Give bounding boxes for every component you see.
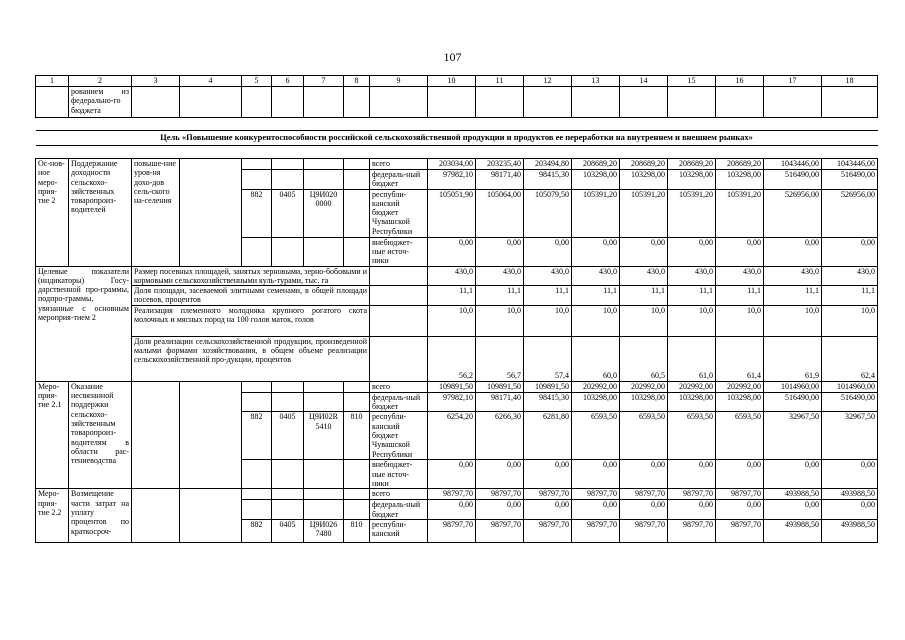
indicator-value: 11,1: [476, 286, 524, 306]
source-label: федераль-ный бюджет: [370, 170, 428, 190]
table-cell: [180, 87, 242, 118]
federal-value: 103298,00: [668, 392, 716, 412]
table-cell: [476, 87, 524, 118]
republic-value: 526956,00: [764, 189, 822, 237]
federal-value: 98415,30: [524, 392, 572, 412]
republic-value: 493988,50: [764, 519, 822, 542]
indicator-value: 430,0: [716, 266, 764, 286]
table-cell: [344, 170, 370, 190]
federal-value: 103298,00: [620, 392, 668, 412]
offbudget-value: 0,00: [476, 237, 524, 266]
event-label: Ос-нов-ное меро-прия-тие 2: [36, 159, 69, 267]
event-label: Меро-прия-тие 2.1: [36, 381, 69, 489]
total-value: 109891,50: [524, 381, 572, 392]
source-label: республи-канский: [370, 519, 428, 542]
federal-value: 516490,00: [822, 170, 878, 190]
table-cell: [822, 87, 878, 118]
table-cell: [180, 159, 242, 267]
grbs-code: 882: [242, 412, 272, 460]
vr-code: [344, 189, 370, 237]
page-number: 107: [443, 50, 462, 64]
republic-value: 6593,50: [620, 412, 668, 460]
column-number: 17: [764, 76, 822, 87]
republic-value: 32967,50: [764, 412, 822, 460]
table-cell: [242, 381, 272, 392]
source-label: внебюджет-ные источ-ники: [370, 460, 428, 489]
event-title: Поддержание доходности сельскохо-зяйственных товаропроиз-водителей: [69, 159, 132, 267]
csr-code: Ц9И020 0000: [304, 189, 344, 237]
table-cell: [36, 118, 878, 131]
total-value: 98797,70: [716, 489, 764, 500]
table-cell: [272, 159, 304, 170]
vr-code: 810: [344, 519, 370, 542]
source-label: всего: [370, 381, 428, 392]
offbudget-value: 0,00: [572, 237, 620, 266]
total-value: 98797,70: [524, 489, 572, 500]
indicator-value: 430,0: [668, 266, 716, 286]
indicator-value: 60,5: [620, 336, 668, 381]
indicator-value: 11,1: [668, 286, 716, 306]
table-cell: [428, 87, 476, 118]
offbudget-value: 0,00: [716, 460, 764, 489]
republic-value: 105391,20: [572, 189, 620, 237]
column-number: 18: [822, 76, 878, 87]
column-number: 14: [620, 76, 668, 87]
table-cell: [36, 87, 69, 118]
table-cell: [180, 489, 242, 543]
offbudget-value: 0,00: [716, 237, 764, 266]
table-cell: [716, 87, 764, 118]
federal-value: 103298,00: [572, 170, 620, 190]
offbudget-value: 0,00: [822, 237, 878, 266]
republic-value: 105051,90: [428, 189, 476, 237]
goal-row: [36, 131, 878, 146]
republic-value: 105079,50: [524, 189, 572, 237]
indicator-value: 11,1: [716, 286, 764, 306]
table-cell: [344, 500, 370, 520]
source-label: федераль-ный бюджет: [370, 500, 428, 520]
indicator-value: 10,0: [620, 305, 668, 336]
republic-value: 98797,70: [716, 519, 764, 542]
table-cell: [370, 87, 428, 118]
indicator-value: 430,0: [428, 266, 476, 286]
source-label: республи-канский бюджет Чувашской Республики: [370, 412, 428, 460]
total-value: 109891,50: [476, 381, 524, 392]
table-cell: [242, 170, 272, 190]
republic-value: 32967,50: [822, 412, 878, 460]
rzpr-code: 0405: [272, 189, 304, 237]
federal-value: 103298,00: [668, 170, 716, 190]
indicator-value: 10,0: [764, 305, 822, 336]
budget-table: [35, 75, 878, 543]
indicator-value: 57,4: [524, 336, 572, 381]
event-title: Оказание несвязанной поддержки сельскохо-зяйственным товаропроиз-водителям в области рас-тениеводства: [69, 381, 132, 489]
total-value: 208689,20: [620, 159, 668, 170]
indicator-value: 60,0: [572, 336, 620, 381]
table-cell: [572, 87, 620, 118]
column-number: 16: [716, 76, 764, 87]
column-number: 15: [668, 76, 716, 87]
table-cell: [272, 392, 304, 412]
table-cell: [344, 392, 370, 412]
republic-value: 98797,70: [620, 519, 668, 542]
column-number: 3: [132, 76, 180, 87]
table-cell: [180, 381, 242, 489]
table-cell: [344, 237, 370, 266]
federal-value: 516490,00: [764, 170, 822, 190]
csr-code: Ц9И02R 5410: [304, 412, 344, 460]
offbudget-value: 0,00: [620, 460, 668, 489]
goal-title: Цель «Повышение конкурентоспособности российской сельскохозяйственной продукции и продуктов ее переработки на внутреннем и внешнем рынках»: [36, 131, 878, 146]
federal-value: 98171,40: [476, 392, 524, 412]
column-number-row: [36, 76, 878, 87]
federal-value: 0,00: [428, 500, 476, 520]
total-value: 98797,70: [476, 489, 524, 500]
indicator-value: 10,0: [428, 305, 476, 336]
indicator-value: 61,9: [764, 336, 822, 381]
table-cell: [344, 159, 370, 170]
table-cell: [344, 381, 370, 392]
total-value: 208689,20: [716, 159, 764, 170]
republic-value: 6266,30: [476, 412, 524, 460]
table-cell: [370, 305, 428, 336]
federal-value: 103298,00: [716, 170, 764, 190]
rzpr-code: 0405: [272, 519, 304, 542]
total-value: 208689,20: [668, 159, 716, 170]
republic-value: 98797,70: [476, 519, 524, 542]
source-label: республи-канский бюджет Чувашской Республики: [370, 189, 428, 237]
republic-value: 98797,70: [668, 519, 716, 542]
indicators-label: Целевые показатели (индикаторы) Госу-дарственной про-граммы, подпро-граммы, увязанные с основным мероприя-тием 2: [36, 266, 132, 381]
federal-value: 97982,10: [428, 392, 476, 412]
federal-value: 103298,00: [620, 170, 668, 190]
table-cell: [272, 87, 304, 118]
column-number: 10: [428, 76, 476, 87]
total-value: 202992,00: [716, 381, 764, 392]
table-cell: [344, 460, 370, 489]
indicator-value: 11,1: [428, 286, 476, 306]
indicator-value: 11,1: [572, 286, 620, 306]
republic-value: 6593,50: [668, 412, 716, 460]
continuation-row: [36, 87, 878, 118]
total-value: 1014960,00: [764, 381, 822, 392]
table-cell: [344, 489, 370, 500]
total-value: 493988,50: [764, 489, 822, 500]
table-cell: [242, 489, 272, 500]
republic-value: 105391,20: [668, 189, 716, 237]
source-label: всего: [370, 159, 428, 170]
total-value: 98797,70: [620, 489, 668, 500]
indicator-text: Доля реализации сельскохозяйственной продукции, произведенной малыми формами хозяйствования, в общем объеме реализации сельскохозяйственной про-дукции, процентов: [132, 336, 370, 381]
gap-row: [36, 118, 878, 131]
column-number: 9: [370, 76, 428, 87]
indicator-text: Реализация племенного молодняка крупного рогатого скота молочных и мясных пород на 100 голов маток, голов: [132, 305, 370, 336]
vr-code: 810: [344, 412, 370, 460]
indicator-value: 11,1: [524, 286, 572, 306]
continuation-text: рованием из федерально-го бюджета: [69, 87, 132, 118]
federal-value: 0,00: [524, 500, 572, 520]
table-cell: [304, 460, 344, 489]
indicator-value: 10,0: [668, 305, 716, 336]
indicator-value: 430,0: [822, 266, 878, 286]
grbs-code: 882: [242, 189, 272, 237]
republic-value: 6281,80: [524, 412, 572, 460]
total-value: 203034,00: [428, 159, 476, 170]
source-label: внебюджет-ные источ-ники: [370, 237, 428, 266]
table-cell: [764, 87, 822, 118]
column-number: 7: [304, 76, 344, 87]
column-number: 2: [69, 76, 132, 87]
table-cell: [304, 500, 344, 520]
source-label: федераль-ный бюджет: [370, 392, 428, 412]
republic-value: 493988,50: [822, 519, 878, 542]
table-cell: [272, 237, 304, 266]
total-value: 203235,40: [476, 159, 524, 170]
federal-value: 0,00: [668, 500, 716, 520]
republic-value: 105391,20: [620, 189, 668, 237]
event-row-total: [36, 381, 878, 392]
offbudget-value: 0,00: [620, 237, 668, 266]
federal-value: 0,00: [822, 500, 878, 520]
csr-code: Ц9И026 7480: [304, 519, 344, 542]
total-value: 208689,20: [572, 159, 620, 170]
indicator-value: 11,1: [620, 286, 668, 306]
table-cell: [370, 266, 428, 286]
indicator-row: [36, 266, 878, 286]
table-cell: [304, 237, 344, 266]
republic-value: 6593,50: [716, 412, 764, 460]
table-cell: [304, 87, 344, 118]
indicator-row: [36, 336, 878, 381]
indicator-value: 11,1: [764, 286, 822, 306]
table-cell: [242, 159, 272, 170]
total-value: 98797,70: [572, 489, 620, 500]
total-value: 493988,50: [822, 489, 878, 500]
offbudget-value: 0,00: [524, 237, 572, 266]
federal-value: 0,00: [572, 500, 620, 520]
table-cell: [272, 381, 304, 392]
indicator-value: 56,2: [428, 336, 476, 381]
republic-value: 98797,70: [428, 519, 476, 542]
table-cell: [242, 87, 272, 118]
federal-value: 516490,00: [822, 392, 878, 412]
indicator-text: Размер посевных площадей, занятых зерновыми, зерно-бобовыми и кормовыми сельскохозяйственными куль-турами, тыс. га: [132, 266, 370, 286]
total-value: 202992,00: [668, 381, 716, 392]
event-title: Возмещение части затрат на уплату процентов по краткосроч-: [69, 489, 132, 543]
federal-value: 516490,00: [764, 392, 822, 412]
grbs-code: 882: [242, 519, 272, 542]
event-goal: повыше-ние уров-ня дохо-дов сель-ского на-селения: [132, 159, 180, 267]
table-cell: [304, 392, 344, 412]
indicator-value: 430,0: [572, 266, 620, 286]
column-number: 4: [180, 76, 242, 87]
republic-value: 6254,20: [428, 412, 476, 460]
gap-row: [36, 146, 878, 159]
indicator-value: 10,0: [476, 305, 524, 336]
total-value: 1014960,00: [822, 381, 878, 392]
federal-value: 0,00: [476, 500, 524, 520]
event-row-total: [36, 159, 878, 170]
total-value: 202992,00: [572, 381, 620, 392]
federal-value: 98171,40: [476, 170, 524, 190]
republic-value: 105391,20: [716, 189, 764, 237]
column-number: 12: [524, 76, 572, 87]
offbudget-value: 0,00: [764, 460, 822, 489]
total-value: 109891,50: [428, 381, 476, 392]
total-value: 1043446,00: [822, 159, 878, 170]
table-cell: [304, 381, 344, 392]
indicator-value: 10,0: [716, 305, 764, 336]
total-value: 202992,00: [620, 381, 668, 392]
event-goal: [132, 489, 180, 543]
republic-value: 105064,00: [476, 189, 524, 237]
indicator-row: [36, 286, 878, 306]
table-cell: [668, 87, 716, 118]
federal-value: 97982,10: [428, 170, 476, 190]
table-cell: [524, 87, 572, 118]
table-cell: [370, 286, 428, 306]
total-value: 98797,70: [668, 489, 716, 500]
offbudget-value: 0,00: [428, 460, 476, 489]
indicator-value: 61,4: [716, 336, 764, 381]
offbudget-value: 0,00: [428, 237, 476, 266]
source-label: всего: [370, 489, 428, 500]
table-cell: [344, 87, 370, 118]
table-cell: [304, 489, 344, 500]
table-cell: [304, 159, 344, 170]
indicator-text: Доля площади, засеваемой элитными семенами, в общей площади посевов, процентов: [132, 286, 370, 306]
rzpr-code: 0405: [272, 412, 304, 460]
total-value: 98797,70: [428, 489, 476, 500]
column-number: 11: [476, 76, 524, 87]
indicator-value: 430,0: [524, 266, 572, 286]
table-cell: [272, 489, 304, 500]
event-row-total: [36, 489, 878, 500]
column-number: 5: [242, 76, 272, 87]
table-cell: [242, 460, 272, 489]
indicator-value: 10,0: [572, 305, 620, 336]
indicator-value: 430,0: [476, 266, 524, 286]
indicator-row: [36, 305, 878, 336]
column-number: 13: [572, 76, 620, 87]
event-label: Меро-прия-тие 2.2: [36, 489, 69, 543]
indicator-value: 430,0: [764, 266, 822, 286]
column-number: 6: [272, 76, 304, 87]
federal-value: 103298,00: [572, 392, 620, 412]
republic-value: 6593,50: [572, 412, 620, 460]
indicator-value: 61,0: [668, 336, 716, 381]
federal-value: 0,00: [620, 500, 668, 520]
offbudget-value: 0,00: [572, 460, 620, 489]
column-number: 8: [344, 76, 370, 87]
table-cell: [272, 170, 304, 190]
table-cell: [242, 237, 272, 266]
indicator-value: 56,7: [476, 336, 524, 381]
offbudget-value: 0,00: [524, 460, 572, 489]
table-cell: [132, 87, 180, 118]
total-value: 1043446,00: [764, 159, 822, 170]
indicator-value: 430,0: [620, 266, 668, 286]
column-number: 1: [36, 76, 69, 87]
indicator-value: 62,4: [822, 336, 878, 381]
indicator-value: 11,1: [822, 286, 878, 306]
table-cell: [272, 500, 304, 520]
table-cell: [620, 87, 668, 118]
federal-value: 103298,00: [716, 392, 764, 412]
table-cell: [272, 460, 304, 489]
table-cell: [36, 146, 878, 159]
offbudget-value: 0,00: [668, 237, 716, 266]
indicator-value: 10,0: [822, 305, 878, 336]
republic-value: 98797,70: [524, 519, 572, 542]
offbudget-value: 0,00: [668, 460, 716, 489]
offbudget-value: 0,00: [764, 237, 822, 266]
offbudget-value: 0,00: [822, 460, 878, 489]
table-cell: [304, 170, 344, 190]
federal-value: 0,00: [716, 500, 764, 520]
offbudget-value: 0,00: [476, 460, 524, 489]
federal-value: 98415,30: [524, 170, 572, 190]
table-cell: [242, 500, 272, 520]
table-cell: [370, 336, 428, 381]
republic-value: 98797,70: [572, 519, 620, 542]
event-goal: [132, 381, 180, 489]
republic-value: 526956,00: [822, 189, 878, 237]
total-value: 203494,80: [524, 159, 572, 170]
table-cell: [242, 392, 272, 412]
federal-value: 0,00: [764, 500, 822, 520]
indicator-value: 10,0: [524, 305, 572, 336]
